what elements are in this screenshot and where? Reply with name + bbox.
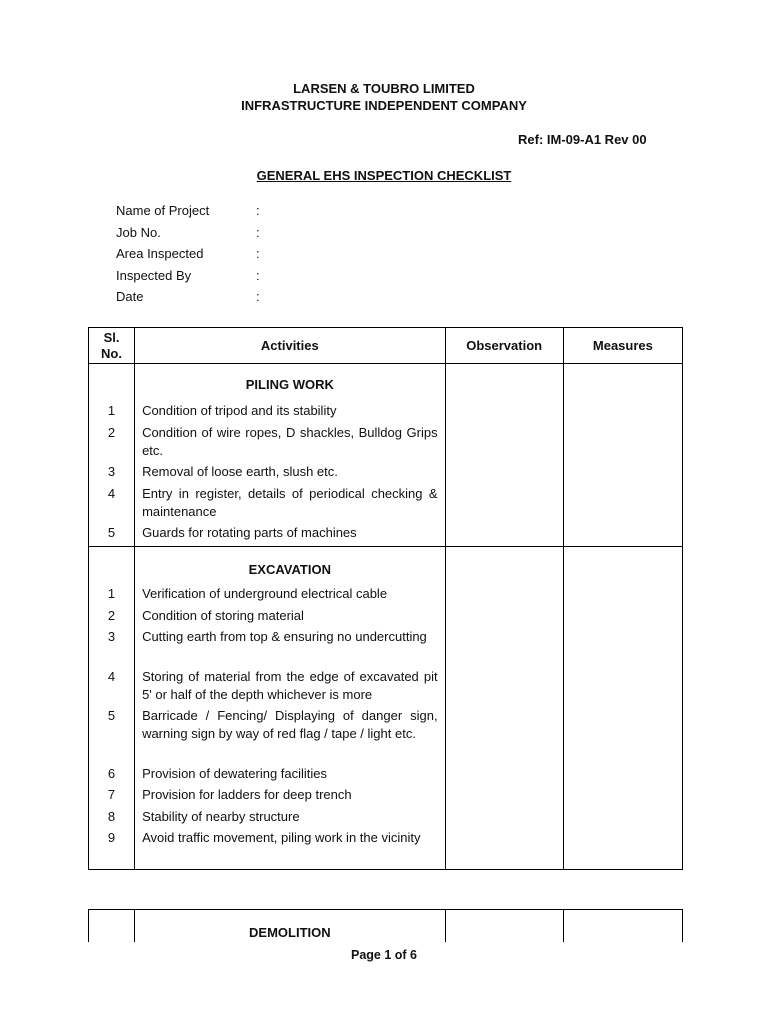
item-number: 9 bbox=[107, 830, 116, 845]
item-number: 3 bbox=[107, 464, 116, 479]
table-header-row bbox=[89, 328, 683, 364]
field-label: Area Inspected bbox=[116, 246, 204, 261]
column-header-no-label: No. bbox=[101, 345, 122, 361]
title-spacer bbox=[89, 547, 134, 585]
page-footer: Page 1 of 6 bbox=[351, 948, 417, 962]
activity-text: Provision of dewatering facilities bbox=[142, 765, 328, 781]
observation-cell[interactable] bbox=[445, 364, 563, 547]
section-numbers bbox=[89, 547, 134, 865]
field-job-no bbox=[116, 224, 260, 247]
item-number: 7 bbox=[107, 787, 116, 802]
item-number: 6 bbox=[107, 765, 116, 781]
field-area-inspected bbox=[116, 246, 260, 268]
activity-text: Barricade / Fencing/ Displaying of danger sign, warning sign by way of red flag / tape / light etc. bbox=[142, 708, 438, 741]
field-separator: : bbox=[256, 267, 260, 283]
company-header bbox=[0, 80, 768, 114]
field-separator: : bbox=[256, 289, 260, 304]
column-header-measures: Measures bbox=[563, 328, 682, 364]
item-number: 4 bbox=[107, 485, 116, 501]
section-row-piling-work bbox=[89, 364, 683, 547]
item-number: 8 bbox=[107, 808, 116, 824]
company-name: LARSEN & TOUBRO LIMITED bbox=[293, 81, 475, 96]
section-title: PILING WORK bbox=[245, 377, 334, 392]
item-number: 2 bbox=[107, 424, 116, 440]
measures-cell[interactable] bbox=[563, 547, 682, 870]
activity-text: Condition of wire ropes, D shackles, Bulldog Grips etc. bbox=[142, 424, 438, 458]
item-number: 2 bbox=[107, 607, 116, 623]
measures-cell[interactable] bbox=[563, 364, 682, 547]
field-separator: : bbox=[256, 246, 260, 261]
activity-text: Entry in register, details of periodical checking & maintenance bbox=[142, 485, 438, 519]
observation-cell[interactable] bbox=[445, 547, 563, 870]
activity-text: Cutting earth from top & ensuring no undercutting bbox=[142, 629, 427, 644]
field-label: Inspected By bbox=[116, 267, 192, 283]
title-spacer bbox=[89, 364, 134, 402]
field-label: Name of Project bbox=[116, 203, 210, 218]
activity-text: Storing of material from the edge of excavated pit 5' or half of the depth whichever is more bbox=[142, 668, 438, 702]
column-header-sl-no bbox=[89, 328, 135, 364]
item-number: 1 bbox=[107, 403, 116, 418]
activity-text: Verification of underground electrical cable bbox=[142, 586, 388, 601]
column-header-observation: Observation bbox=[445, 328, 563, 364]
field-project-name bbox=[116, 203, 260, 225]
column-header-activities: Activities bbox=[135, 328, 446, 364]
page-title: GENERAL EHS INSPECTION CHECKLIST bbox=[256, 168, 512, 183]
section-activities-cell bbox=[135, 547, 446, 870]
activity-text: Condition of tripod and its stability bbox=[142, 403, 337, 418]
section-numbers bbox=[89, 364, 134, 542]
section-activities bbox=[135, 364, 445, 542]
field-label: Job No. bbox=[116, 224, 161, 240]
document-reference: Ref: IM-09-A1 Rev 00 bbox=[518, 132, 647, 147]
column-header-sl-label: Sl. bbox=[103, 329, 120, 345]
section-activities-cell bbox=[135, 364, 446, 547]
checklist-table bbox=[88, 327, 683, 870]
section-title: EXCAVATION bbox=[248, 562, 331, 577]
field-inspected-by bbox=[116, 267, 260, 290]
item-number: 5 bbox=[107, 525, 116, 540]
field-separator: : bbox=[256, 224, 260, 240]
section-title-demolition: DEMOLITION bbox=[249, 925, 331, 940]
activity-text: Provision for ladders for deep trench bbox=[142, 787, 352, 802]
item-number: 4 bbox=[107, 668, 116, 684]
field-date bbox=[116, 289, 260, 311]
activity-text: Avoid traffic movement, piling work in the vicinity bbox=[142, 830, 421, 845]
project-info-fields bbox=[116, 203, 260, 311]
company-division: INFRASTRUCTURE INDEPENDENT COMPANY bbox=[241, 98, 527, 113]
activity-text: Condition of storing material bbox=[142, 607, 304, 623]
section-activities bbox=[135, 547, 445, 865]
field-separator: : bbox=[256, 203, 260, 218]
item-number: 5 bbox=[107, 708, 116, 723]
activity-text: Stability of nearby structure bbox=[142, 808, 300, 824]
field-label: Date bbox=[116, 289, 144, 304]
item-number: 1 bbox=[107, 586, 116, 601]
activity-text: Removal of loose earth, slush etc. bbox=[142, 464, 338, 479]
section-numbers-cell bbox=[89, 547, 135, 870]
section-numbers-cell bbox=[89, 364, 135, 547]
activity-text: Guards for rotating parts of machines bbox=[142, 525, 357, 540]
item-number: 3 bbox=[107, 629, 116, 644]
section-row-excavation bbox=[89, 547, 683, 870]
